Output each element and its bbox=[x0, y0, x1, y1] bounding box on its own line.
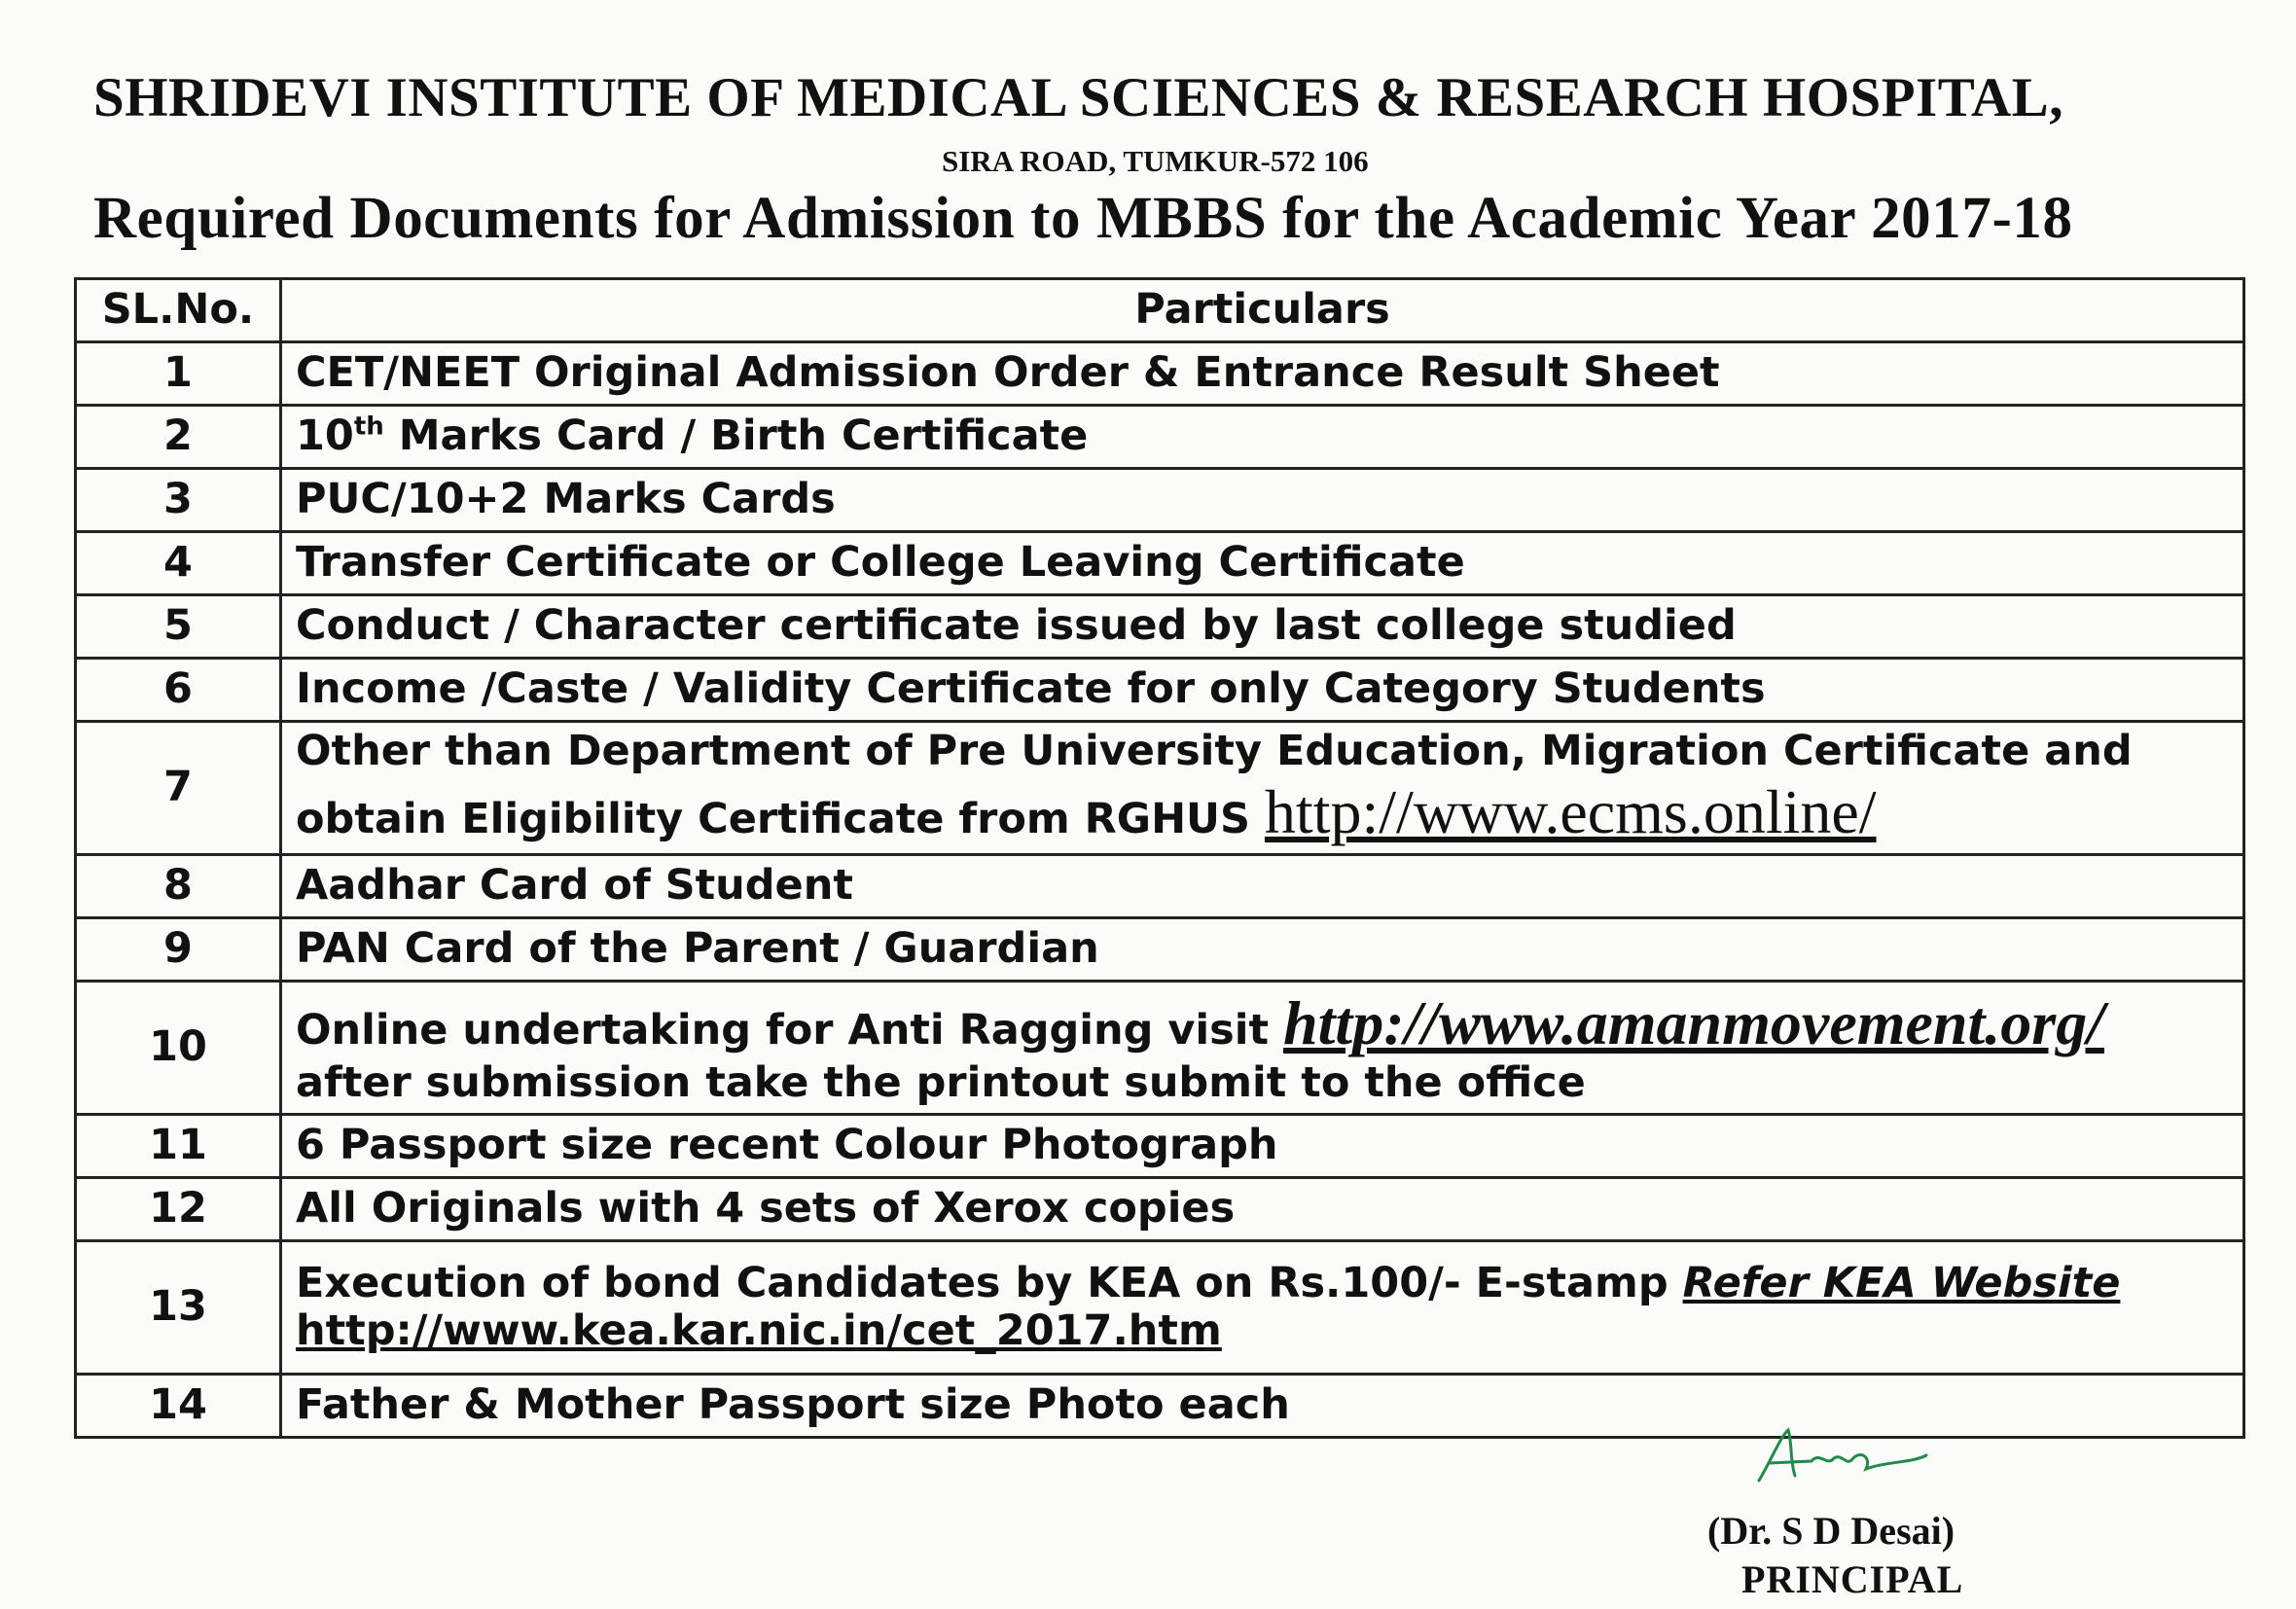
sl-no-cell: 4 bbox=[76, 532, 281, 595]
sl-no-cell: 8 bbox=[76, 855, 281, 918]
table-row bbox=[76, 855, 2244, 918]
particulars-cell: 6 Passport size recent Colour Photograph bbox=[281, 1115, 2244, 1178]
particulars-cell: PAN Card of the Parent / Guardian bbox=[281, 918, 2244, 982]
sl-no-cell: 10 bbox=[76, 982, 281, 1115]
particulars-cell: Income /Caste / Validity Certificate for only Category Students bbox=[281, 659, 2244, 722]
table-row bbox=[76, 342, 2244, 406]
table-header-row bbox=[76, 279, 2244, 342]
sl-no-cell: 13 bbox=[76, 1241, 281, 1375]
table-row bbox=[76, 532, 2244, 595]
particulars-cell: CET/NEET Original Admission Order & Entrance Result Sheet bbox=[281, 342, 2244, 406]
particulars-cell bbox=[281, 406, 2244, 469]
particulars-text: Marks Card / Birth Certificate bbox=[383, 411, 1089, 461]
sl-no-cell: 6 bbox=[76, 659, 281, 722]
particulars-text: Online undertaking for Anti Ragging visit bbox=[296, 1006, 1284, 1055]
particulars-cell bbox=[281, 982, 2244, 1115]
institution-address: SIRA ROAD, TUMKUR-572 106 bbox=[942, 144, 1369, 178]
sl-no-cell: 12 bbox=[76, 1178, 281, 1241]
particulars-cell: Conduct / Character certificate issued by last college studied bbox=[281, 595, 2244, 659]
amanmovement-link[interactable]: http://www.amanmovement.org/ bbox=[1283, 988, 2104, 1058]
documents-table bbox=[74, 277, 2245, 1439]
particulars-text: obtain Eligibility Certificate from RGHUS bbox=[296, 794, 1265, 843]
signatory-name: (Dr. S D Desai) bbox=[1707, 1509, 1955, 1553]
particulars-line: after submission take the printout submit to the office bbox=[296, 1058, 1586, 1108]
particulars-text: Execution of bond Candidates by KEA on Rs.100/- E-stamp bbox=[296, 1258, 1683, 1307]
signatory-role: PRINCIPAL bbox=[1741, 1557, 1964, 1601]
particulars-cell bbox=[281, 1241, 2244, 1375]
document-title: Required Documents for Admission to MBBS for the Academic Year 2017-18 bbox=[93, 186, 2073, 251]
sl-no-cell: 1 bbox=[76, 342, 281, 406]
ecms-link[interactable]: http://www.ecms.online/ bbox=[1264, 776, 1877, 846]
table-row bbox=[76, 1178, 2244, 1241]
particulars-cell: Transfer Certificate or College Leaving Certificate bbox=[281, 532, 2244, 595]
particulars-line bbox=[296, 776, 2229, 848]
particulars-line bbox=[296, 987, 2229, 1059]
particulars-cell: PUC/10+2 Marks Cards bbox=[281, 469, 2244, 532]
particulars-cell bbox=[281, 722, 2244, 855]
table-row bbox=[76, 1241, 2244, 1375]
sl-no-cell: 9 bbox=[76, 918, 281, 982]
particulars-header: Particulars bbox=[281, 279, 2244, 342]
table-row bbox=[76, 469, 2244, 532]
sl-no-cell: 3 bbox=[76, 469, 281, 532]
particulars-text: 10 bbox=[296, 411, 354, 461]
ordinal-superscript: th bbox=[353, 411, 384, 442]
particulars-cell: Father & Mother Passport size Photo each bbox=[281, 1375, 2244, 1438]
table-row bbox=[76, 1115, 2244, 1178]
sl-no-cell: 7 bbox=[76, 722, 281, 855]
kea-website-reference: Refer KEA Website bbox=[1682, 1258, 2121, 1307]
particulars-cell: All Originals with 4 sets of Xerox copies bbox=[281, 1178, 2244, 1241]
particulars-line bbox=[296, 1260, 2229, 1307]
table-row bbox=[76, 595, 2244, 659]
sl-no-cell: 11 bbox=[76, 1115, 281, 1178]
kea-link[interactable]: http://www.kea.kar.nic.in/cet_2017.htm bbox=[296, 1306, 1222, 1355]
sl-no-cell: 14 bbox=[76, 1375, 281, 1438]
sl-no-cell: 2 bbox=[76, 406, 281, 469]
table-row bbox=[76, 406, 2244, 469]
particulars-cell: Aadhar Card of Student bbox=[281, 855, 2244, 918]
table-row bbox=[76, 722, 2244, 855]
table-row bbox=[76, 918, 2244, 982]
table-row bbox=[76, 659, 2244, 722]
signature-mark bbox=[1751, 1422, 1936, 1500]
table-row bbox=[76, 982, 2244, 1115]
sl-no-cell: 5 bbox=[76, 595, 281, 659]
sl-no-header: SL.No. bbox=[76, 279, 281, 342]
institution-name: SHRIDEVI INSTITUTE OF MEDICAL SCIENCES & RESEARCH HOSPITAL, bbox=[93, 67, 2063, 128]
particulars-line: Other than Department of Pre University Education, Migration Certificate and bbox=[296, 727, 2133, 776]
